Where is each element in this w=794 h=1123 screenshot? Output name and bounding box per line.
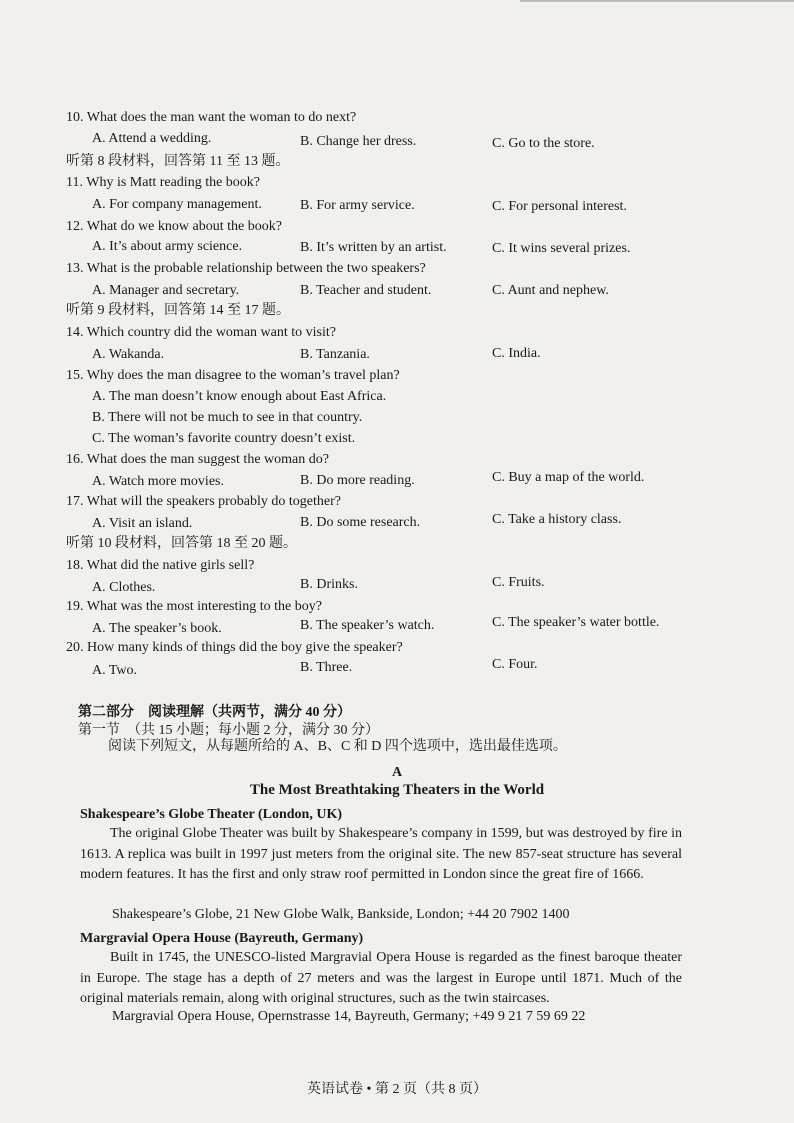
question-16-option-b: B. Do more reading.	[300, 473, 415, 488]
question-14-option-a: A. Wakanda.	[92, 347, 165, 362]
question-16-stem: 16. What does the man suggest the woman do?	[66, 452, 329, 467]
question-18-option-c: C. Fruits.	[492, 575, 545, 590]
segment-8-instruction: 听第 8 段材料，回答第 11 至 13 题。	[66, 154, 290, 169]
margravial-address: Margravial Opera House, Opernstrasse 14, Bayreuth, Germany; +49 9 21 7 59 69 22	[112, 1009, 586, 1024]
question-15-option-b: B. There will not be much to see in that country.	[92, 410, 363, 425]
question-20-stem: 20. How many kinds of things did the boy give the speaker?	[66, 640, 403, 655]
question-14-stem: 14. Which country did the woman want to visit?	[66, 325, 336, 340]
segment-10-instruction: 听第 10 段材料，回答第 18 至 20 题。	[66, 536, 297, 551]
question-12-option-a: A. It’s about army science.	[92, 239, 243, 254]
part-two-title: 第二部分 阅读理解（共两节，满分 40 分）	[78, 705, 351, 720]
question-20-option-a: A. Two.	[92, 663, 138, 678]
question-18-option-b: B. Drinks.	[300, 577, 358, 592]
question-14-option-b: B. Tanzania.	[300, 347, 370, 362]
question-10-option-c: C. Go to the store.	[492, 136, 595, 151]
question-19-option-a: A. The speaker’s book.	[92, 621, 222, 636]
question-11-option-a: A. For company management.	[92, 197, 262, 212]
section-one-title: 第一节 （共 15 小题；每小题 2 分，满分 30 分）	[78, 723, 379, 738]
passage-letter: A	[391, 765, 403, 780]
question-11-stem: 11. Why is Matt reading the book?	[66, 175, 261, 190]
globe-heading: Shakespeare’s Globe Theater (London, UK)	[80, 807, 343, 822]
question-16-option-c: C. Buy a map of the world.	[492, 470, 645, 485]
page-footer: 英语试卷 • 第 2 页（共 8 页）	[307, 1082, 487, 1097]
question-19-option-b: B. The speaker’s watch.	[300, 618, 435, 633]
question-11-option-c: C. For personal interest.	[492, 199, 627, 214]
globe-address: Shakespeare’s Globe, 21 New Globe Walk, Bankside, London; +44 20 7902 1400	[112, 907, 570, 922]
question-10-stem: 10. What does the man want the woman to do next?	[66, 110, 357, 125]
question-17-option-c: C. Take a history class.	[492, 512, 622, 527]
reading-instruction: 阅读下列短文，从每题所给的 A、B、C 和 D 四个选项中，选出最佳选项。	[108, 739, 567, 754]
margravial-body: Built in 1745, the UNESCO-listed Margravial Opera House is regarded as the finest baroque theater in Europe. The stage has a depth of 27 meters and was the largest in Europe until 1871. Much of the original materials remain, along with original structures, such as the twin staircases.	[80, 950, 682, 1006]
question-10-option-b: B. Change her dress.	[300, 134, 417, 149]
question-14-option-c: C. India.	[492, 346, 541, 361]
question-16-option-a: A. Watch more movies.	[92, 474, 224, 489]
question-12-option-c: C. It wins several prizes.	[492, 241, 631, 256]
question-13-option-b: B. Teacher and student.	[300, 283, 432, 298]
scan-edge-line	[520, 0, 794, 2]
question-15-option-a: A. The man doesn’t know enough about East Africa.	[92, 389, 387, 404]
question-15-stem: 15. Why does the man disagree to the woman’s travel plan?	[66, 368, 400, 383]
question-10-option-a: A. Attend a wedding.	[92, 131, 212, 146]
question-17-option-b: B. Do some research.	[300, 515, 421, 530]
question-20-option-c: C. Four.	[492, 657, 538, 672]
question-18-option-a: A. Clothes.	[92, 580, 156, 595]
margravial-heading: Margravial Opera House (Bayreuth, Germany)	[80, 931, 364, 946]
passage-title: The Most Breathtaking Theaters in the World	[249, 782, 545, 798]
question-19-option-c: C. The speaker’s water bottle.	[492, 615, 660, 630]
question-12-stem: 12. What do we know about the book?	[66, 219, 282, 234]
question-18-stem: 18. What did the native girls sell?	[66, 558, 255, 573]
margravial-paragraph	[80, 948, 682, 1010]
question-19-stem: 19. What was the most interesting to the boy?	[66, 599, 322, 614]
question-20-option-b: B. Three.	[300, 660, 353, 675]
question-12-option-b: B. It’s written by an artist.	[300, 240, 447, 255]
question-17-stem: 17. What will the speakers probably do together?	[66, 494, 341, 509]
question-13-stem: 13. What is the probable relationship between the two speakers?	[66, 261, 426, 276]
question-17-option-a: A. Visit an island.	[92, 516, 193, 531]
segment-9-instruction: 听第 9 段材料，回答第 14 至 17 题。	[66, 303, 290, 318]
globe-body: The original Globe Theater was built by Shakespeare’s company in 1599, but was destroyed by fire in 1613. A replica was built in 1997 just meters from the original site. The new 857-seat structure has several modern features. It has the first and only straw roof permitted in London since the great fire of 1666.	[80, 826, 682, 882]
question-15-option-c: C. The woman’s favorite country doesn’t exist.	[92, 431, 356, 446]
question-13-option-a: A. Manager and secretary.	[92, 283, 240, 298]
globe-paragraph	[80, 824, 682, 886]
question-13-option-c: C. Aunt and nephew.	[492, 283, 609, 298]
question-11-option-b: B. For army service.	[300, 198, 415, 213]
